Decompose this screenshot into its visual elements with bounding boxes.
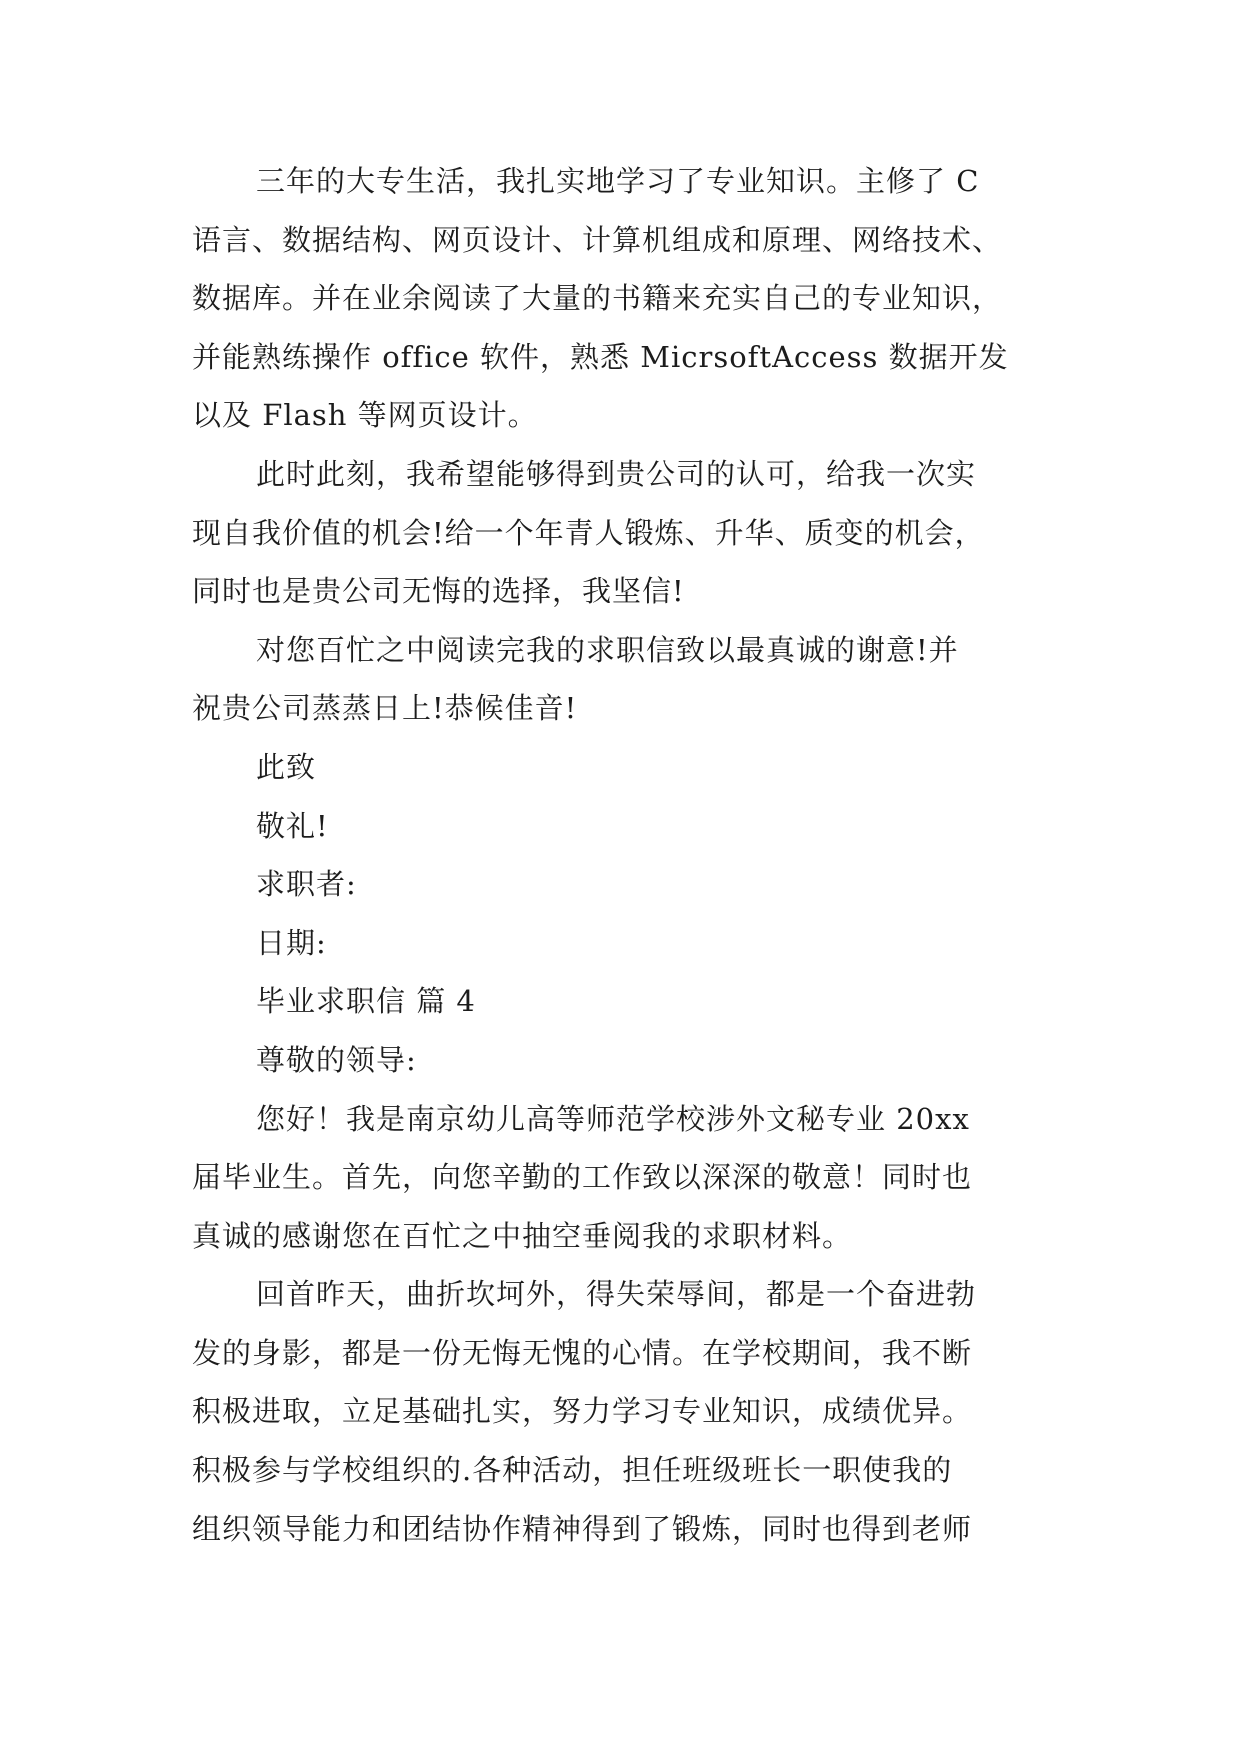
paragraph-line: 真诚的感谢您在百忙之中抽空垂阅我的求职材料。 (192, 1218, 853, 1253)
paragraph-line: 祝贵公司蒸蒸日上!恭候佳音! (192, 691, 578, 726)
paragraph-line: 现自我价值的机会!给一个年青人锻炼、升华、质变的机会， (192, 515, 985, 550)
paragraph-line: 三年的大专生活，我扎实地学习了专业知识。主修了 C (256, 164, 980, 198)
signature-line: 求职者: (256, 867, 357, 902)
paragraph-line: 同时也是贵公司无悔的选择，我坚信! (192, 574, 685, 609)
section-heading: 毕业求职信 篇 4 (256, 984, 476, 1019)
paragraph-line: 以及 Flash 等网页设计。 (192, 398, 538, 433)
paragraph-line: 并能熟练操作 office 软件，熟悉 MicrsoftAccess 数据开发 (192, 339, 1009, 374)
paragraph-line: 届毕业生。首先，向您辛勤的工作致以深深的敬意！同时也 (192, 1160, 973, 1195)
date-line: 日期: (256, 925, 327, 960)
closing-line: 敬礼! (256, 808, 329, 843)
paragraph-line: 数据库。并在业余阅读了大量的书籍来充实自己的专业知识， (192, 281, 1003, 316)
salutation-line: 尊敬的领导: (256, 1042, 417, 1077)
paragraph-line: 组织领导能力和团结协作精神得到了锻炼，同时也得到老师 (192, 1511, 973, 1546)
paragraph-line: 您好！我是南京幼儿高等师范学校涉外文秘专业 20xx (256, 1101, 970, 1136)
paragraph-line: 此时此刻，我希望能够得到贵公司的认可，给我一次实 (256, 456, 977, 491)
paragraph-line: 语言、数据结构、网页设计、计算机组成和原理、网络技术、 (192, 222, 1003, 257)
closing-line: 此致 (256, 749, 317, 784)
paragraph-line: 回首昨天，曲折坎坷外，得失荣辱间，都是一个奋进勃 (256, 1277, 977, 1312)
letter-body (192, 152, 1097, 1558)
paragraph-line: 积极进取，立足基础扎实，努力学习专业知识，成绩优异。 (192, 1394, 973, 1429)
paragraph-line: 发的身影，都是一份无悔无愧的心情。在学校期间，我不断 (192, 1335, 973, 1370)
paragraph-line: 积极参与学校组织的.各种活动，担任班级班长一职使我的 (192, 1453, 953, 1488)
paragraph-line: 对您百忙之中阅读完我的求职信致以最真诚的谢意!并 (256, 632, 959, 667)
